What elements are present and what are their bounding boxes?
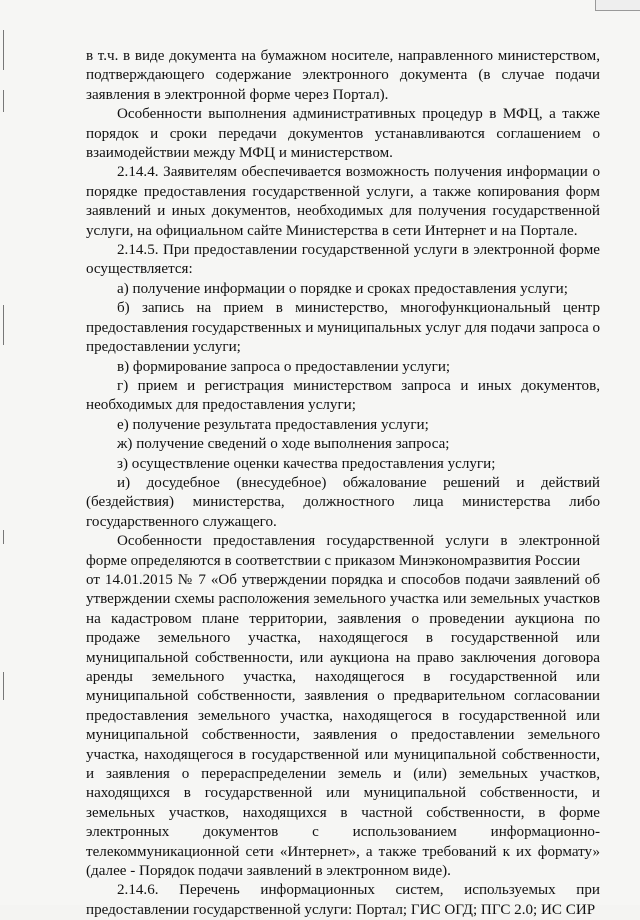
list-item: г) прием и регистрация министерством запроса и иных документов, необходимых для предоставления услуги; — [86, 377, 600, 414]
list-item: а) получение информации о порядке и сроках предоставления услуги; — [117, 280, 568, 297]
list-item: б) запись на прием в министерство, многофункциональный центр предоставления государственных и муниципальных услуг для подачи запроса о предоставлении услуги; — [86, 300, 601, 356]
order-reference-paragraph: от 14.01.2015 № 7 «Об утверждении порядка и способов подачи заявлений об утверждении схемы расположения земельного участка или земельных участков на кадастровом плане территории, заявления о проведении аукциона по продаже земельного участка, находящегося в государственной или муниципальной собственности, или аукциона на право заключения договора аренды земельного участка, находящегося в государственной или муниципальной собственности, заявления о предварительном согласовании предоставления земельного участка, находящегося в государственной или муниципальной собственности, заявления о предоставлении земельного участка, находящегося в государственной или муниципальной собственности, и заявления о перераспределении земель и (или) земельных участков, находящихся в государственной или муниципальной собственности, и земельных участков, находящихся в частной собственности, в форме электронных документов с использованием информационно-телекоммуникационной сети «Интернет», а также требований к их формату» (далее - Порядок подачи заявлений в электронном виде). — [86, 571, 600, 880]
scan-edge-mark — [3, 305, 4, 345]
scan-edge-mark — [3, 672, 4, 700]
scan-edge-mark — [3, 90, 4, 112]
list-item: и) досудебное (внесудебное) обжалование решений и действий (бездействия) министерства, должностного лица министерства либо государственного служащего. — [86, 474, 600, 530]
paragraph: Особенности выполнения административных процедур в МФЦ, а также порядок и сроки передачи документов устанавливаются соглашением о взаимодействии между МФЦ и министерством. — [86, 106, 600, 162]
paragraph: Особенности предоставления государственной услуги в электронной форме определяются в соответствии с приказом Минэкономразвития России — [86, 533, 600, 569]
paragraph: 2.14.4. Заявителям обеспечивается возможность получения информации о порядке предоставления государственной услуги, а также копирования форм заявлений и иных документов, необходимых для получения государственной услуги, на официальном сайте Министерства в сети Интернет и на Портале. — [86, 164, 600, 239]
list-item: в) формирование запроса о предоставлении услуги; — [117, 358, 451, 375]
list-item: ж) получение сведений о ходе выполнения запроса; — [117, 436, 450, 453]
scan-edge-mark — [3, 530, 4, 544]
paragraph: 2.14.6. Перечень информационных систем, используемых при предоставлении государственной услуги: Портал; ГИС ОГД; ПГС 2.0; ИС СИР — [86, 882, 600, 918]
paragraph: в т.ч. в виде документа на бумажном носителе, направленного министерством, подтверждающего содержание электронного документа (в случае подачи заявления в электронной форме через Портал). — [86, 48, 600, 103]
scan-corner-mark — [595, 0, 640, 11]
list-item: з) осуществление оценки качества предоставления услуги; — [117, 455, 496, 472]
paragraph: 2.14.5. При предоставлении государственной услуги в электронной форме осуществляется: — [86, 242, 600, 278]
scan-edge-mark — [3, 30, 4, 70]
document-body — [86, 47, 600, 920]
list-item: е) получение результата предоставления услуги; — [117, 416, 429, 433]
